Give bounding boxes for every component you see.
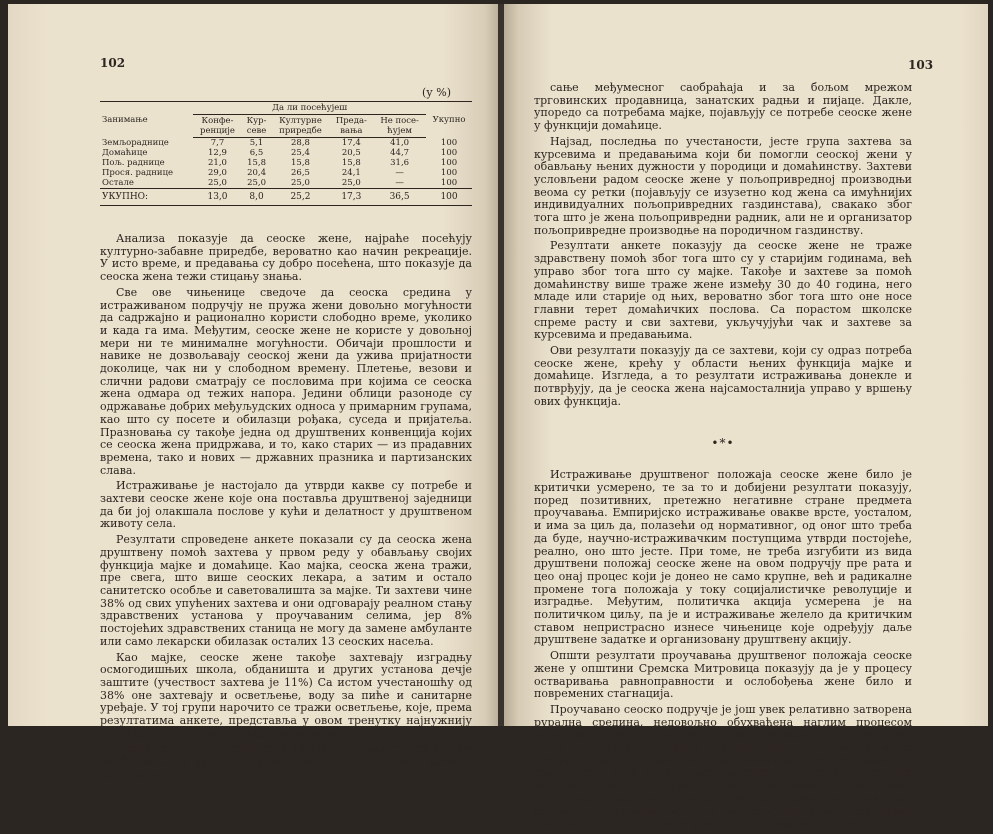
table-cell: 100 — [440, 168, 458, 178]
subheader-4: Не посе- ћујем — [373, 115, 426, 138]
right-body-text — [534, 82, 912, 834]
row-label: УКУПНО: — [100, 189, 193, 206]
subheader-1: Кур- севе — [242, 115, 272, 138]
table-cell: 6,5 — [249, 148, 264, 158]
survey-table — [100, 101, 472, 206]
table-cell: 100 — [440, 148, 458, 158]
paragraph: Општи резултати проучавања друштвеног положаја сеоске жене у општини Сремска Митровица показују да је у процесу остваривања равноправности и ослобођења жене било и повремених стагнација. — [534, 649, 912, 701]
table-cell: 31,6 — [390, 158, 410, 168]
subheader-0: Конфе- ренције — [193, 115, 241, 138]
table-cell: 17,4 — [341, 138, 361, 148]
header-total: Укупно — [426, 102, 472, 138]
table-cell: 21,0 — [208, 158, 227, 168]
table-cell: 7,7 — [210, 138, 225, 148]
table-cell: 15,8 — [247, 158, 266, 168]
paragraph: Резултати анкете показују да сеоске жене не траже здравствену помоћ због тога што су у старијим годинама, већ управо због тога што су мајке. Такође и захтеве за помоћ домаћинству више траже жене између 30 до 40 година, него младе или старије од њих, вероватно због тога што оне носе главни терет домаћичких послова. Са порастом школске спреме расту и сви захтеви, укључујући чак и захтеве за курсевима и предавањима. — [534, 239, 912, 342]
book-spread — [8, 4, 988, 831]
table-cell: — — [395, 178, 404, 188]
table-row — [100, 158, 472, 168]
table-cell: 15,8 — [291, 158, 310, 168]
paragraph: Све ове чињенице сведоче да сеоска средина у истраживаном подручју не пружа жени довољно могућности да садржајно и рационално користи слободно време, уколико и када га има. Међутим, сеоске жене не користе у довољној мери ни те минималне могућности. Обичаји прошлости и навике не дозвољавају сеоској жени да ужива пријатности доколице, чак ни у слободном времену. Плетење, везови и слични радови сматрају се пословима при којима се сеоска жена одмара од тежих напора. Једини облици разоноде су одржавање добрих међуљудских односа у примарним групама, као што су посете и обилазци рођака, суседа и пријатеља. Празновања су такође једна од друштвених конвенција којих се сеоска жена придржава, и то, како старих — из прадавних времена, тако и нових — државних празника и партизанских слава. — [100, 285, 472, 477]
page-number: 103 — [908, 58, 934, 72]
table-cell: 100 — [440, 178, 458, 188]
table-cell: 25,0 — [247, 178, 266, 188]
paragraph: Проучавано сеоско подручје је још увек релативно затворена рурална средина, недовољно обухваћена наглим процесом индустријализације општине. Пољопривредно становништво чини, још увек, половину становништва општине, а жене његову већину. Од свих привредно-активних жена које живе на селу, преко 96% су активне пољопривреднице које раде на индивидуалним пољопривредним газдинствима. Према томе, сеоска жена представља најбројнији део сеоског становништва, без кога се не може извести ни социјалистички преображај села. Она за ту друштвену улогу није припремљена, из- — [534, 702, 912, 831]
table-cell: 25,4 — [291, 148, 310, 158]
row-label: Остале — [102, 178, 134, 188]
left-body-text — [100, 233, 472, 785]
row-label: Прося. раднице — [102, 168, 174, 178]
table-row — [100, 178, 472, 189]
table-cell: 24,1 — [341, 168, 361, 178]
section-separator: •*• — [711, 435, 735, 450]
table-cell: 5,1 — [249, 138, 264, 148]
row-label: Домаћице — [102, 148, 148, 158]
table-cell: 25,0 — [341, 178, 361, 188]
table-cell: 8,0 — [242, 189, 272, 206]
table-cell: 100 — [440, 158, 458, 168]
table-row — [100, 189, 472, 206]
table-cell: 20,5 — [341, 148, 361, 158]
table-cell: 44,7 — [390, 148, 410, 158]
table-row — [100, 148, 472, 158]
page-number: 102 — [100, 56, 126, 70]
paragraph: Резултати спроведене анкете показали су да сеоска жена друштвену помоћ захтева у првом реду у обављању својих функција мајке и домаћице. Као мајка, сеоска жена тражи, пре свега, што више сеоских лекара, а затим и остало санитетско особље и саветовалишта за мајке. Ти захтеви чине 38% од свих упућених захтева и они одговарају реалном стању здравствених установа у проучаваним селима, јер 8% постојећих здравствених станица не могу да замене амбуланте или само лекарски обилазак осталих 13 сеоских насеља. — [100, 533, 472, 648]
header-occupation: Занимање — [100, 102, 193, 138]
table-cell: 25,0 — [208, 178, 227, 188]
table-cell: 13,0 — [193, 189, 241, 206]
table-cell: — — [395, 168, 404, 178]
table-cell: 100 — [426, 189, 472, 206]
paragraph: Најзад, последња по учестаности, јесте група захтева за курсевима и предавањима који би помогли сеоској жени у обављању њених дужности у породици и домаћинству. Захтеви условљени радом сеоске жене у пољопривредној производњи веома су ретки (појављују се изузетно код жена са имућнијих индивидуалних пољопривредних газдинстава), свакако због тога што је жена пољопривредни радник, али не и организатор пољопривредне производње на породичном газдинству. — [534, 134, 912, 237]
table-cell: 25,0 — [291, 178, 310, 188]
row-label: Пољ. раднице — [102, 158, 165, 168]
table-cell: 100 — [440, 137, 458, 148]
table-row — [100, 168, 472, 178]
paragraph: Истраживање друштвеног положаја сеоске жене било је критички усмерено, те за то и добијени резултати показују, поред позитивних, претежно негативне стране предмета проучавања. Емпиријско истраживање овакве врсте, уосталом, и има за циљ да, полазећи од нормативног, од оног што треба да буде, научно-истраживачким поступцима утврди постојеће, реално, оно што јесте. При томе, не треба изгубити из вида друштвени положај сеоске жене на овом подручју пре рата и цео онај процес који је донео не само крупне, већ и радикалне промене тога положаја у току социјалистичке револуције и изградње. Међутим, политичка акција усмерена је на политичком циљу, па је и истраживање желело да критичким ставом непристрасно изнесе чињенице које одређују даље друштвене задатке и организовану друштвену акцију. — [534, 468, 912, 647]
left-page — [8, 4, 500, 781]
table-cell: 12,9 — [208, 148, 227, 158]
paragraph: сање међумесног саобраћаја и за бољом мрежом трговинских продавница, занатских радњи и пијаце. Дакле, упоредо са потребама мајке, појављују се потребе сеоске жене у функцији домаћице. — [534, 81, 912, 133]
table-row — [100, 138, 472, 149]
table-cell: 41,0 — [390, 138, 410, 148]
right-page — [504, 4, 988, 831]
table-cell: 20,4 — [247, 168, 266, 178]
paragraph: Анализа показује да сеоске жене, најраће посећују културно-забавне приредбе, вероватно као начин рекреације. У исто време, и предавања су добро посећена, што показује да сеоска жена тежи стицању знања. — [100, 232, 472, 284]
table-cell: 25,2 — [271, 189, 329, 206]
paragraph: Истраживање је настојало да утврди какве су потребе и захтеви сеоске жене које она поставља друштвеној заједници да би јој олакшала послове у кући и делатност у друштвеном животу села. — [100, 479, 472, 531]
subheader-3: Преда- вања — [330, 115, 374, 138]
table-cell: 36,5 — [373, 189, 426, 206]
paragraph: Трећу групу, по учестаности 11,2%, чине захтеви за бољим снабдевањем и урбанизацијом села. То су, пре свега, захтеви за регули- — [100, 742, 472, 781]
row-label: Земљораднице — [102, 137, 169, 148]
table-cell: 29,0 — [208, 168, 227, 178]
table-unit-label: (у %) — [422, 86, 452, 99]
table-cell: 15,8 — [341, 158, 361, 168]
subheader-2: Културне приредбе — [271, 115, 329, 138]
table-cell: 28,8 — [291, 138, 310, 148]
header-attend-group: Да ли посећујеш — [193, 102, 426, 115]
paragraph: Као мајке, сеоске жене такође захтевају изградњу осмогодишњих школа, обданишта и других установа дечје заштите (учествост захтева је 11%) Са истом учестаношћу од 38% оне захтевају и осветљење, воду за пиће и санитарне уређаје. У тој групи нарочито се тражи осветљење, које, према резултатима анкете, представља у овом тренутку најнужнију потребу села, бар како то сеоске жене истичу. — [100, 650, 472, 740]
paragraph: Ови резултати показују да се захтеви, који су одраз потреба сеоске жене, крећу у области њених функција мајке и домаћице. Изгледа, а то резултати истраживања донекле и потврђују, да је сеоска жена најсамосталнија управо у вршењу ових функција. — [534, 344, 912, 408]
table-cell: 17,3 — [330, 189, 374, 206]
table-cell: 26,5 — [291, 168, 310, 178]
